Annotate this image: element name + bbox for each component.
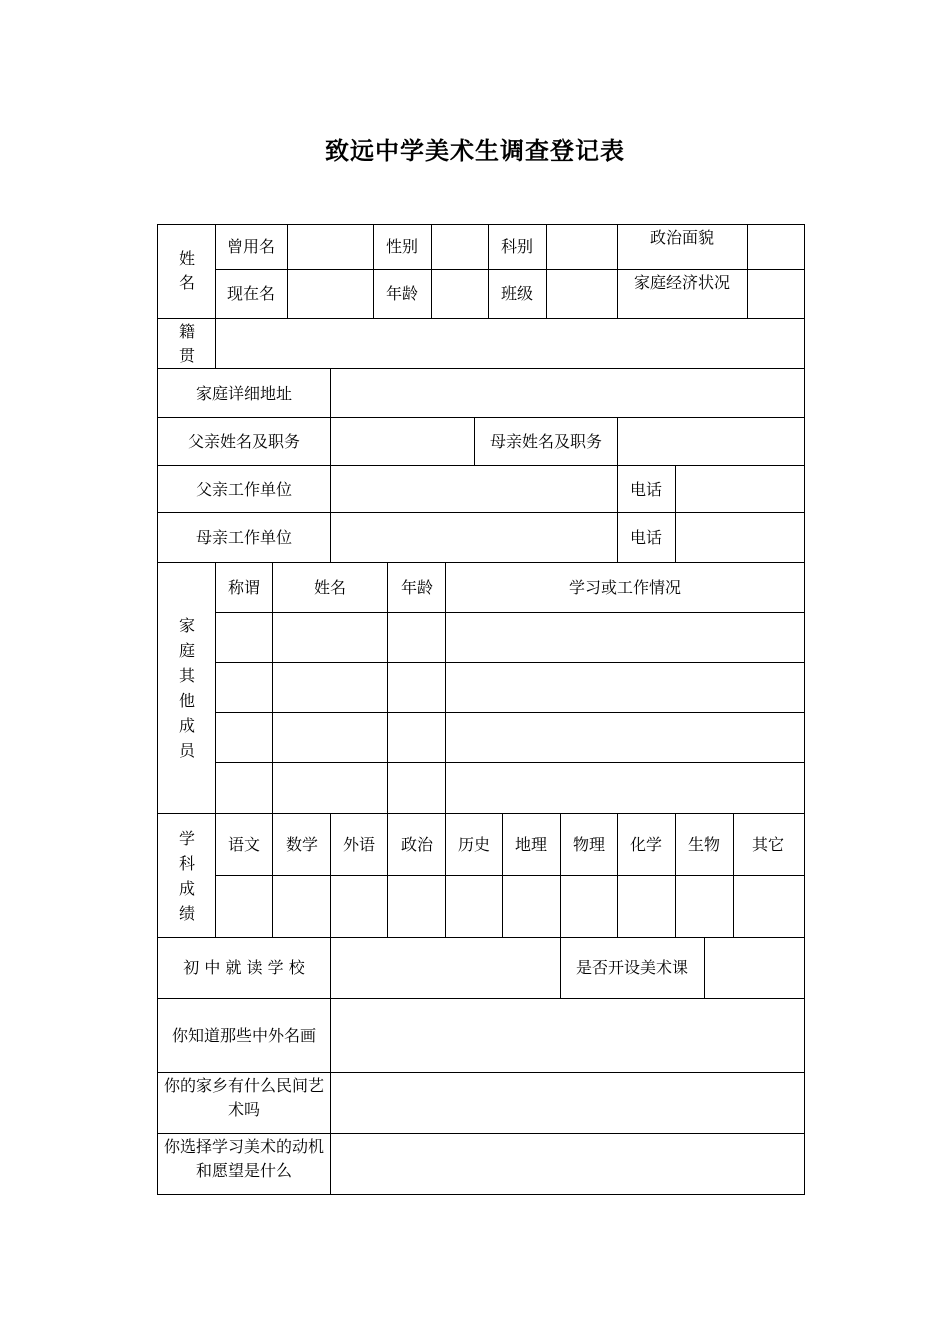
field-father-work[interactable] — [331, 466, 617, 512]
table-rule-vertical — [157, 224, 158, 1195]
field-subject[interactable] — [547, 225, 617, 269]
label-father-work: 父亲工作单位 — [195, 480, 293, 499]
field-current-name[interactable] — [288, 270, 374, 318]
table-rule-horizontal — [157, 813, 805, 814]
label-address: 家庭详细地址 — [195, 384, 293, 403]
table-rule-vertical — [617, 465, 618, 563]
table-rule-vertical — [474, 417, 475, 466]
subject-politics: 政治 — [400, 835, 434, 854]
field-art-class[interactable] — [705, 938, 804, 998]
header-member-name: 姓名 — [313, 578, 347, 597]
subject-chinese: 语文 — [227, 835, 261, 854]
table-rule-horizontal — [215, 712, 805, 713]
table-rule-horizontal — [157, 1194, 805, 1195]
table-rule-vertical — [330, 813, 331, 938]
label-class: 班级 — [500, 284, 534, 303]
field-address[interactable] — [331, 369, 804, 417]
label-age: 年龄 — [385, 284, 419, 303]
table-rule-vertical — [488, 224, 489, 319]
question-motivation: 你选择学习美术的动机和愿望是什么 — [164, 1137, 325, 1180]
label-native-place: 籍贯 — [178, 322, 195, 365]
table-rule-vertical — [272, 813, 273, 938]
field-mother-work[interactable] — [331, 513, 617, 562]
table-rule-vertical — [560, 813, 561, 938]
label-former-name: 曾用名 — [226, 237, 276, 256]
subject-geography: 地理 — [514, 835, 548, 854]
table-rule-vertical — [387, 813, 388, 938]
field-age[interactable] — [432, 270, 488, 318]
table-rule-vertical — [215, 562, 216, 938]
subject-math: 数学 — [285, 835, 319, 854]
label-name: 姓名 — [178, 249, 195, 292]
field-mother-name-job[interactable] — [618, 418, 804, 465]
table-rule-horizontal — [215, 762, 805, 763]
header-member-age: 年龄 — [400, 578, 434, 597]
label-grades: 学科成绩 — [178, 829, 195, 923]
table-rule-horizontal — [215, 875, 805, 876]
subject-biology: 生物 — [687, 835, 721, 854]
table-rule-vertical — [502, 813, 503, 938]
field-motivation[interactable] — [331, 1134, 804, 1194]
table-rule-vertical — [675, 813, 676, 938]
table-rule-vertical — [445, 562, 446, 814]
field-father-name-job[interactable] — [331, 418, 473, 465]
field-father-phone[interactable] — [676, 466, 804, 512]
field-famous-paintings[interactable] — [331, 999, 804, 1072]
table-rule-vertical — [387, 562, 388, 814]
subject-chemistry: 化学 — [629, 835, 663, 854]
label-current-name: 现在名 — [226, 284, 276, 303]
label-mother-name-job: 母亲姓名及职务 — [489, 432, 603, 451]
label-political: 政治面貌 — [649, 228, 715, 247]
question-famous-paintings: 你知道那些中外名画 — [171, 1026, 317, 1045]
label-phone-mother: 电话 — [629, 528, 663, 547]
question-folk-art: 你的家乡有什么民间艺术吗 — [164, 1076, 325, 1119]
field-mother-phone[interactable] — [676, 513, 804, 562]
label-subject: 科别 — [500, 237, 534, 256]
table-rule-vertical — [560, 937, 561, 999]
field-political[interactable] — [748, 225, 804, 269]
form-title: 致远中学美术生调查登记表 — [325, 137, 625, 165]
table-rule-vertical — [617, 224, 618, 319]
label-economic: 家庭经济状况 — [633, 273, 731, 292]
table-rule-vertical — [445, 813, 446, 938]
field-class[interactable] — [547, 270, 617, 318]
table-rule-horizontal — [215, 662, 805, 663]
header-relation: 称谓 — [227, 578, 261, 597]
label-family-members: 家庭其他成员 — [178, 616, 195, 760]
label-art-class: 是否开设美术课 — [575, 958, 689, 977]
subject-physics: 物理 — [572, 835, 606, 854]
table-rule-vertical — [733, 813, 734, 938]
label-junior-school: 初 中 就 读 学 校 — [183, 958, 305, 977]
field-folk-art[interactable] — [331, 1073, 804, 1133]
subject-foreign-language: 外语 — [342, 835, 376, 854]
field-junior-school[interactable] — [331, 938, 559, 998]
field-former-name[interactable] — [288, 225, 374, 269]
header-member-status: 学习或工作情况 — [568, 578, 682, 597]
table-rule-horizontal — [157, 562, 805, 563]
table-rule-horizontal — [215, 612, 805, 613]
field-native-place[interactable] — [216, 319, 804, 368]
subject-other: 其它 — [751, 835, 785, 854]
field-gender[interactable] — [432, 225, 488, 269]
field-economic[interactable] — [748, 270, 804, 318]
label-phone-father: 电话 — [629, 480, 663, 499]
label-gender: 性别 — [385, 237, 419, 256]
table-rule-vertical — [272, 562, 273, 814]
table-rule-vertical — [617, 813, 618, 938]
table-rule-vertical — [804, 224, 805, 1195]
subject-history: 历史 — [457, 835, 491, 854]
label-father-name-job: 父亲姓名及职务 — [187, 432, 301, 451]
label-mother-work: 母亲工作单位 — [195, 528, 293, 547]
